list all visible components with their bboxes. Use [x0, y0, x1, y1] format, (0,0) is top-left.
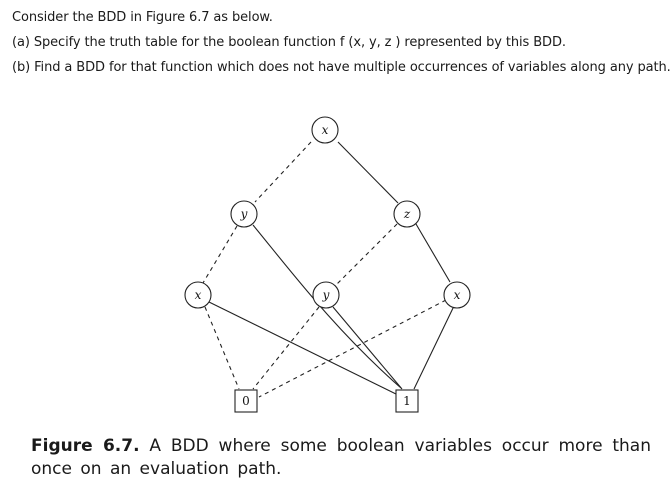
node-mid-y — [313, 282, 339, 308]
node-left-y-label: y — [240, 207, 248, 221]
edge-leftx-term0-dashed — [205, 307, 239, 389]
node-right-x-label: x — [453, 288, 461, 302]
edge-rightx-term1-solid — [414, 306, 454, 389]
terminal-1-label: 1 — [403, 394, 411, 408]
caption-text: A BDD where some boolean variables occur more than once on an evaluation path. — [31, 436, 652, 479]
node-right-x — [444, 282, 470, 308]
edge-lefty-leftx-dashed — [203, 226, 237, 283]
question-part-a: (a) Specify the truth table for the boolean function f (x, y, z ) represented by this BDD. — [12, 35, 566, 50]
question-intro: Consider the BDD in Figure 6.7 as below. — [12, 10, 273, 25]
edge-leftx-term1-solid — [209, 302, 398, 395]
edge-rootx-rightz-solid — [338, 142, 398, 203]
node-left-x — [185, 282, 211, 308]
terminal-1 — [396, 390, 418, 412]
node-right-z — [394, 201, 420, 227]
node-mid-y-label: y — [322, 288, 330, 302]
node-root-x — [312, 117, 338, 143]
edge-midy-term0-dashed — [253, 307, 319, 389]
edge-rootx-lefty-dashed — [255, 142, 311, 202]
node-right-z-label: z — [403, 207, 411, 221]
edge-midy-term1-solid — [333, 307, 402, 389]
edge-rightx-term0-dashed — [259, 300, 446, 397]
question-part-b: (b) Find a BDD for that function which does not have multiple occurrences of variables along any path. — [12, 60, 671, 75]
node-left-y — [231, 201, 257, 227]
node-left-x-label: x — [194, 288, 202, 302]
bdd-edges — [203, 142, 454, 397]
edge-rightz-midy-dashed — [337, 224, 397, 284]
edge-rightz-rightx-solid — [416, 224, 450, 282]
terminal-0 — [235, 390, 257, 412]
figure-caption — [31, 435, 651, 481]
terminal-0-label: 0 — [242, 394, 250, 408]
caption-label: Figure 6.7. — [31, 436, 140, 456]
node-root-x-label: x — [321, 123, 329, 137]
